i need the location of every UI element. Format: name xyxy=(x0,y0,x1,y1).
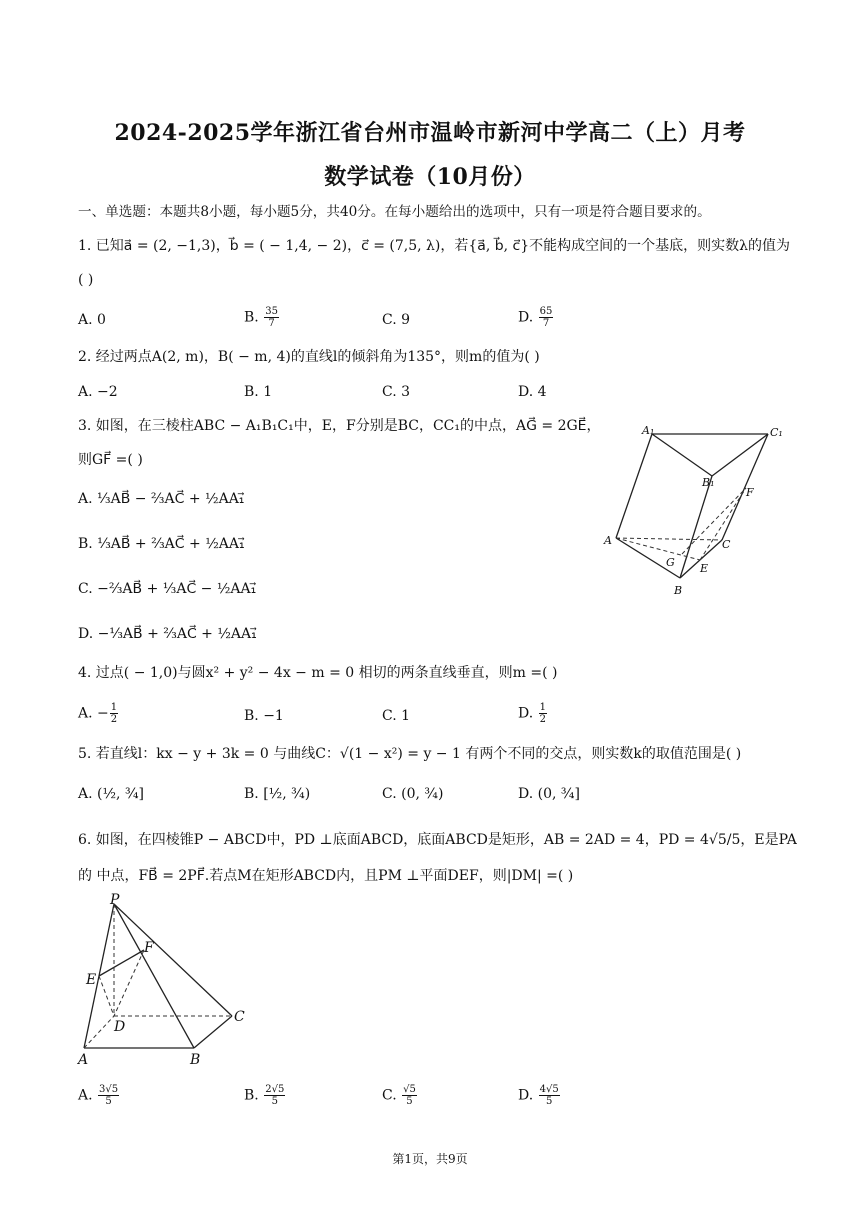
q6-stem: 6. 如图，在四棱锥P − ABCD中，PD ⊥底面ABCD，底面ABCD是矩形，AB = 2AD = 4，PD = 4√5/5，E是PA xyxy=(78,832,797,848)
q6-option-d: D. $\frac{4√5}{5}$ xyxy=(518,1084,559,1107)
section-header: 一、单选题：本题共8小题，每小题5分，共40分。在每小题给出的选项中，只有一项是符合题目要求的。 xyxy=(78,204,711,220)
q1-option-a: A. 0 xyxy=(78,312,106,328)
q2-option-a: A. −2 xyxy=(78,384,118,400)
fraction: $\frac{4√5}{5}$ xyxy=(539,1084,559,1107)
exam-title-line2: 数学试卷（10月份） xyxy=(324,164,536,190)
label-d: D xyxy=(114,1019,126,1035)
edge-cc1 xyxy=(722,434,768,540)
q6-option-b: B. $\frac{2√5}{5}$ xyxy=(244,1084,285,1107)
q2-option-c: C. 3 xyxy=(382,384,411,400)
fraction: $\frac{1}{2}$ xyxy=(110,702,118,725)
label-p: P xyxy=(110,892,120,908)
fraction: $\frac{√5}{5}$ xyxy=(403,1084,416,1107)
label-a: A xyxy=(78,1052,89,1068)
q2-option-d: D. 4 xyxy=(518,384,547,400)
q6-option-a: A. $\frac{3√5}{5}$ xyxy=(78,1084,119,1107)
q1-stem: 1. 已知a⃗ = (2, −1,3)，b⃗ = ( − 1,4, − 2)，c⃗ = (7,5, λ)，若{a⃗, b⃗, c⃗}不能构成空间的一个基底，则实数λ的值为 xyxy=(78,238,791,254)
label-f: F xyxy=(746,486,754,499)
q2-stem: 2. 经过两点A(2, m)，B( − m, 4)的直线l的倾斜角为135°，则m的值为( ) xyxy=(78,349,540,365)
exam-title-line1: 2024-2025学年浙江省台州市温岭市新河中学高二（上）月考 xyxy=(114,120,746,146)
label-b1: B₁ xyxy=(702,476,715,489)
edge-aa1 xyxy=(616,434,652,538)
edge-bc xyxy=(194,1016,232,1048)
q3-stem: 3. 如图，在三棱柱ABC − A₁B₁C₁中，E，F分别是BC，CC₁的中点，AG⃗ = 2GE⃗， xyxy=(78,418,601,434)
label-a: A xyxy=(604,534,612,547)
q2-option-b: B. 1 xyxy=(244,384,273,400)
label-g: G xyxy=(666,556,675,569)
q4-stem: 4. 过点( − 1,0)与圆x² + y² − 4x − m = 0 相切的两条直线垂直，则m =( ) xyxy=(78,665,558,681)
q3-option-a: A. ⅓AB⃗ − ⅔AC⃗ + ½AA₁⃗ xyxy=(78,491,245,507)
fraction: $\frac{65}{7}$ xyxy=(539,306,553,329)
q4-option-c: C. 1 xyxy=(382,708,411,724)
edge-ad-hidden xyxy=(84,1016,114,1048)
label-c1: C₁ xyxy=(770,426,783,439)
label-c: C xyxy=(234,1009,245,1025)
q6-stem-cont: 的 中点，FB⃗ = 2PF⃗.若点M在矩形ABCD内，且PM ⊥平面DEF，则|DM| =( ) xyxy=(78,868,574,884)
q3-option-c: C. −⅔AB⃗ + ⅓AC⃗ − ½AA₁⃗ xyxy=(78,581,257,597)
segment-ef xyxy=(99,950,144,976)
q1-option-b: B. $\frac{35}{7}$ xyxy=(244,306,278,329)
q5-stem: 5. 若直线l：kx − y + 3k = 0 与曲线C：√(1 − x²) = y − 1 有两个不同的交点，则实数k的取值范围是( ) xyxy=(78,746,742,762)
prism-figure xyxy=(596,420,796,600)
fraction: $\frac{1}{2}$ xyxy=(539,702,547,725)
q5-option-a: A. (½, ¾] xyxy=(78,786,144,802)
label-b: B xyxy=(674,584,683,597)
q4-option-b: B. −1 xyxy=(244,708,284,724)
segment-de-hidden xyxy=(99,976,114,1016)
q1-stem-cont: ( ) xyxy=(78,272,94,288)
edge-b1c1 xyxy=(712,434,768,476)
edge-a1b1 xyxy=(652,434,712,476)
q6-option-c: C. $\frac{√5}{5}$ xyxy=(382,1084,416,1107)
label-f: F xyxy=(144,940,154,956)
q5-option-d: D. (0, ¾] xyxy=(518,786,580,802)
page-footer: 第1页，共9页 xyxy=(392,1152,468,1166)
segment-df-hidden xyxy=(114,950,144,1016)
q3-option-d: D. −⅓AB⃗ + ⅔AC⃗ + ½AA₁⃗ xyxy=(78,626,257,642)
pyramid-figure xyxy=(70,890,260,1070)
fraction: $\frac{35}{7}$ xyxy=(265,306,278,329)
fraction: $\frac{2√5}{5}$ xyxy=(265,1084,285,1107)
label-e: E xyxy=(86,972,97,988)
q3-stem-cont: 则GF⃗ =( ) xyxy=(78,452,143,468)
q4-option-d: D. $\frac{1}{2}$ xyxy=(518,702,547,725)
label-b: B xyxy=(190,1052,201,1068)
q1-option-c: C. 9 xyxy=(382,312,411,328)
q3-option-b: B. ⅓AB⃗ + ⅔AC⃗ + ½AA₁⃗ xyxy=(78,536,245,552)
label-e: E xyxy=(700,562,709,575)
edge-pb xyxy=(114,904,194,1048)
q5-option-b: B. [½, ¾) xyxy=(244,786,311,802)
q4-option-a: A. − $\frac{1}{2}$ xyxy=(78,702,118,725)
label-c: C xyxy=(722,538,731,551)
q5-option-c: C. (0, ¾) xyxy=(382,786,444,802)
segment-gf xyxy=(682,488,746,554)
fraction: $\frac{3√5}{5}$ xyxy=(99,1084,119,1107)
label-a1: A₁ xyxy=(642,424,655,437)
edge-ac-hidden xyxy=(616,538,722,540)
edge-pc xyxy=(114,904,232,1016)
q1-option-d: D. $\frac{65}{7}$ xyxy=(518,306,553,329)
